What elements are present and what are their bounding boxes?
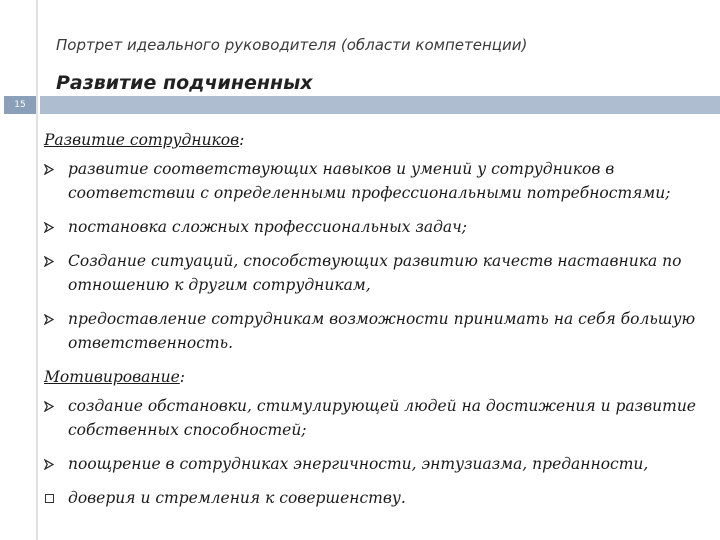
slide-subtitle: Портрет идеального руководителя (области компетенции)	[56, 36, 528, 54]
square-icon	[44, 493, 54, 504]
arrow-icon	[44, 164, 54, 175]
list-item	[44, 249, 704, 297]
list-item	[44, 452, 704, 476]
section-motivation	[44, 365, 704, 510]
slide-content	[44, 128, 704, 520]
list-item-text: поощрение в сотрудниках энергичности, энтузиазма, преданности,	[68, 455, 649, 473]
list-item-text: развитие соответствующих навыков и умений у сотрудников в соответствии с определенными профессиональными потребностями;	[68, 160, 671, 202]
section-heading-text: Мотивирование	[44, 368, 180, 386]
list-item	[44, 157, 704, 205]
slide-number: 15	[4, 96, 36, 114]
arrow-icon	[44, 256, 54, 267]
list-item-text: Создание ситуаций, способствующих развитию качеств наставника по отношению к другим сотрудникам,	[68, 252, 682, 294]
list-item	[44, 215, 704, 239]
arrow-icon	[44, 459, 54, 470]
section-heading	[44, 128, 704, 152]
list-item-text: предоставление сотрудникам возможности принимать на себя большую ответственность.	[68, 310, 696, 352]
list-item	[44, 394, 704, 442]
list-item-text: постановка сложных профессиональных задач;	[68, 218, 468, 236]
section-heading-colon: :	[179, 368, 186, 386]
title-bar	[40, 96, 720, 114]
slide-title: Развитие подчиненных	[56, 72, 313, 94]
list-item	[44, 307, 704, 355]
list-item-text: создание обстановки, стимулирующей людей на достижения и развитие собственных способностей;	[68, 397, 696, 439]
arrow-icon	[44, 222, 54, 233]
section-heading-text: Развитие сотрудников	[44, 131, 240, 149]
arrow-icon	[44, 314, 54, 325]
list-item	[44, 486, 704, 510]
arrow-icon	[44, 401, 54, 412]
left-rule	[36, 0, 38, 540]
section-heading-colon: :	[239, 131, 245, 149]
section-heading	[44, 365, 704, 389]
list-item-text: доверия и стремления к совершенству.	[68, 489, 406, 507]
section-development	[44, 128, 704, 355]
